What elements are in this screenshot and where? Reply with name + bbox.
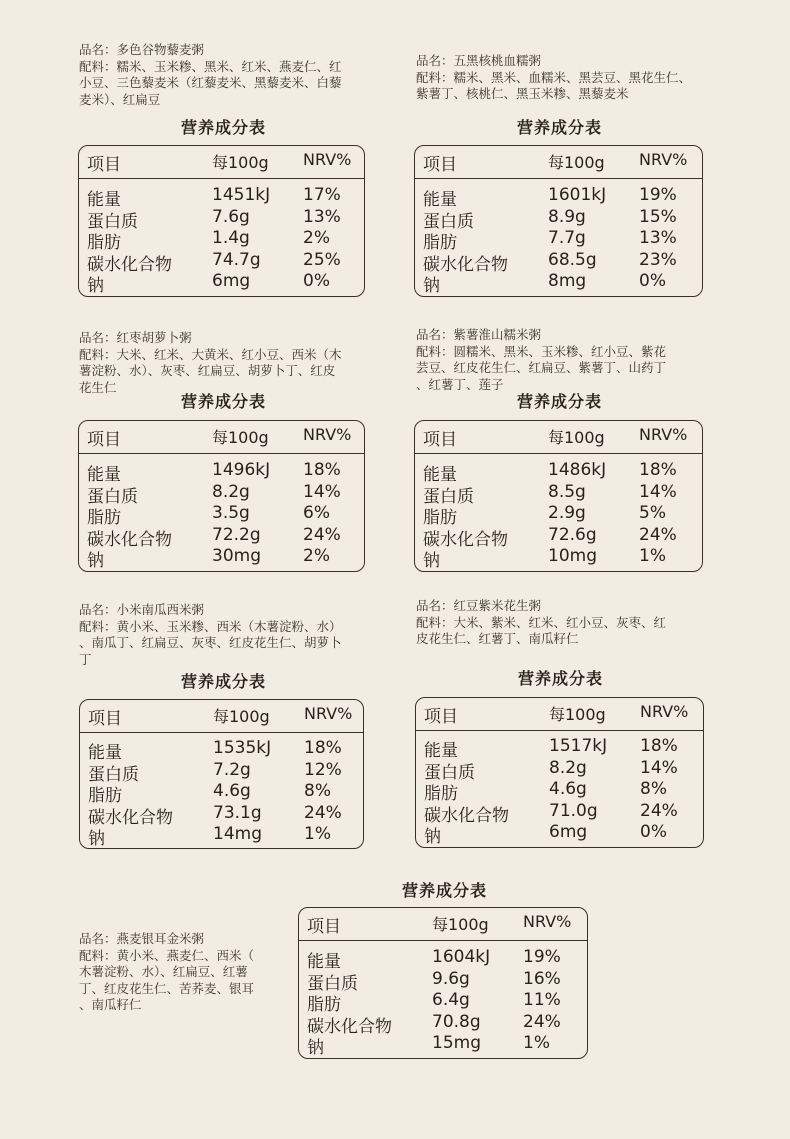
table-row xyxy=(416,779,703,804)
product-info-6 xyxy=(416,598,726,648)
nutrient-value: 1.4g xyxy=(212,228,250,248)
nutrient-nrv: 18% xyxy=(639,460,677,480)
ingredients-line: 小豆、三色藜麦米（红藜麦米、黑藜麦米、白藜 xyxy=(79,75,342,90)
table-row xyxy=(79,460,364,485)
table-row xyxy=(79,228,364,253)
nutrient-value: 7.2g xyxy=(213,759,251,780)
nutrient-value: 4.6g xyxy=(549,779,587,799)
col-nrv-header: NRV% xyxy=(304,704,353,723)
table-divider xyxy=(80,732,363,733)
col-nrv-header: NRV% xyxy=(639,425,688,444)
table-row xyxy=(79,524,364,550)
table-row xyxy=(79,185,364,210)
nutrient-name: 脂肪 xyxy=(423,508,457,528)
nutrient-name: 蛋白质 xyxy=(88,764,139,785)
table-row xyxy=(79,249,364,275)
table-row xyxy=(80,738,363,763)
product-info-1 xyxy=(79,42,399,108)
table-row xyxy=(415,228,702,253)
nutrient-value: 6mg xyxy=(549,822,588,842)
table-row xyxy=(80,802,363,828)
nutrient-value: 1496kJ xyxy=(212,460,271,480)
nutrient-name: 碳水化合物 xyxy=(307,1016,392,1037)
nutrient-nrv: 24% xyxy=(303,524,341,545)
ingredients-line: 花生仁 xyxy=(79,379,117,395)
col-value-header: 每100g xyxy=(212,428,269,447)
nutrient-name: 蛋白质 xyxy=(423,211,474,232)
ingredients-line: 配料：黄小米、玉米糁、西米（木薯淀粉、水） xyxy=(79,618,342,634)
table-row xyxy=(299,1011,587,1037)
col-item-header: 项目 xyxy=(307,917,341,937)
table-row xyxy=(80,824,363,849)
nutrient-nrv: 6% xyxy=(303,503,330,523)
col-nrv-header: NRV% xyxy=(640,702,689,721)
table-row xyxy=(415,524,702,550)
table-row xyxy=(415,206,702,232)
nutrient-value: 2.9g xyxy=(548,503,586,523)
nutrient-name: 蛋白质 xyxy=(424,762,475,783)
nutrient-name: 钠 xyxy=(87,276,104,296)
nutrient-nrv: 0% xyxy=(639,271,666,291)
nutrient-name: 蛋白质 xyxy=(87,486,138,507)
nutrient-name: 钠 xyxy=(423,551,440,571)
ingredients-line: 紫薯丁、核桃仁、黑玉米糁、黑藜麦米 xyxy=(416,86,629,101)
table-header xyxy=(416,702,703,727)
col-nrv-header: NRV% xyxy=(303,425,352,444)
table-row xyxy=(80,759,363,785)
product-name-line xyxy=(79,931,289,948)
nutrient-value: 8.9g xyxy=(548,206,586,227)
table-row xyxy=(415,249,702,275)
ingredients-line: 配料：圆糯米、黑米、玉米糁、红小豆、紫花 xyxy=(416,343,667,359)
nutrient-nrv: 1% xyxy=(304,824,331,844)
nutrient-value: 72.6g xyxy=(548,524,597,545)
nutrient-nrv: 0% xyxy=(640,822,667,842)
product-name: 红豆紫米花生粥 xyxy=(453,598,542,613)
table-title: 营养成分表 xyxy=(181,118,267,137)
product-name-line xyxy=(79,602,399,619)
col-value-header: 每100g xyxy=(432,915,489,934)
col-item-header: 项目 xyxy=(87,155,121,175)
col-item-header: 项目 xyxy=(423,155,457,175)
ingredients-line: 麦米）、红扁豆 xyxy=(79,91,161,107)
table-row xyxy=(416,757,703,783)
nutrient-nrv: 13% xyxy=(303,206,341,227)
ingredients-line: 配料：糯米、玉米糁、黑米、红米、燕麦仁、红 xyxy=(79,58,342,74)
table-row xyxy=(416,736,703,761)
nutrient-nrv: 5% xyxy=(639,503,666,523)
table-row xyxy=(415,546,702,571)
nutrient-value: 70.8g xyxy=(432,1011,481,1032)
table-row xyxy=(415,503,702,528)
nutrition-table xyxy=(415,697,704,848)
nutrient-name: 蛋白质 xyxy=(423,486,474,507)
col-value-header: 每100g xyxy=(548,153,605,172)
nutrient-name: 碳水化合物 xyxy=(423,529,508,550)
nutrient-nrv: 8% xyxy=(304,781,331,801)
product-name: 五黑核桃血糯粥 xyxy=(453,53,542,68)
table-row xyxy=(415,185,702,210)
nutrient-name: 钠 xyxy=(88,829,105,849)
table-divider xyxy=(299,940,587,941)
nutrient-value: 68.5g xyxy=(548,249,597,270)
nutrient-nrv: 18% xyxy=(640,736,678,756)
nutrient-name: 碳水化合物 xyxy=(424,805,509,826)
nutrient-nrv: 15% xyxy=(639,206,677,227)
nutrient-nrv: 14% xyxy=(303,481,341,502)
ingredients-line: 薯淀粉、水）、灰枣、红扁豆、胡萝卜丁、红皮 xyxy=(79,363,336,378)
nutrient-nrv: 2% xyxy=(303,546,330,566)
product-name: 红枣胡萝卜粥 xyxy=(116,330,192,345)
table-title: 营养成分表 xyxy=(402,881,488,900)
nutrient-name: 能量 xyxy=(87,190,121,210)
nutrient-value: 14mg xyxy=(213,824,262,844)
nutrient-value: 1517kJ xyxy=(549,736,608,756)
nutrient-nrv: 11% xyxy=(523,990,561,1010)
table-divider xyxy=(79,453,364,454)
table-row xyxy=(299,1033,587,1058)
nutrient-name: 脂肪 xyxy=(423,233,457,253)
nutrient-nrv: 8% xyxy=(640,779,667,799)
nutrition-table xyxy=(414,420,703,572)
nutrient-name: 脂肪 xyxy=(424,784,458,804)
nutrient-name: 碳水化合物 xyxy=(87,254,172,275)
table-divider xyxy=(79,178,364,179)
nutrient-value: 1451kJ xyxy=(212,185,271,205)
text-label: 品名： xyxy=(79,42,117,57)
nutrient-name: 钠 xyxy=(307,1038,324,1058)
nutrient-value: 7.7g xyxy=(548,228,586,248)
nutrient-value: 6.4g xyxy=(432,990,470,1010)
nutrient-nrv: 24% xyxy=(304,802,342,823)
nutrient-nrv: 18% xyxy=(304,738,342,758)
text-label: 品名： xyxy=(416,598,454,613)
nutrient-nrv: 1% xyxy=(523,1033,550,1053)
text-label: 品名： xyxy=(79,931,117,946)
nutrient-nrv: 12% xyxy=(304,759,342,780)
col-value-header: 每100g xyxy=(549,705,606,724)
nutrient-nrv: 19% xyxy=(639,185,677,205)
table-divider xyxy=(416,730,703,731)
col-value-header: 每100g xyxy=(548,428,605,447)
nutrient-value: 8.5g xyxy=(548,481,586,502)
table-title: 营养成分表 xyxy=(518,669,604,688)
col-nrv-header: NRV% xyxy=(303,150,352,169)
table-title: 营养成分表 xyxy=(517,392,603,411)
table-header xyxy=(299,912,587,937)
table-row xyxy=(79,503,364,528)
table-divider xyxy=(415,178,702,179)
product-name: 多色谷物藜麦粥 xyxy=(116,42,205,57)
nutrient-value: 72.2g xyxy=(212,524,261,545)
col-item-header: 项目 xyxy=(424,707,458,727)
nutrient-name: 碳水化合物 xyxy=(87,529,172,550)
nutrient-nrv: 13% xyxy=(639,228,677,248)
product-name-line xyxy=(79,330,399,347)
nutrient-nrv: 24% xyxy=(639,524,677,545)
col-value-header: 每100g xyxy=(213,707,270,726)
product-info-4 xyxy=(416,327,726,393)
nutrient-name: 能量 xyxy=(87,465,121,485)
product-name-line xyxy=(416,327,726,344)
nutrient-value: 4.6g xyxy=(213,781,251,801)
nutrient-name: 能量 xyxy=(423,190,457,210)
table-row xyxy=(416,800,703,826)
nutrient-value: 74.7g xyxy=(212,249,261,270)
nutrient-nrv: 1% xyxy=(639,546,666,566)
ingredients-line: 丁 xyxy=(79,651,92,667)
table-header xyxy=(415,425,702,450)
nutrient-nrv: 24% xyxy=(523,1011,561,1032)
nutrient-nrv: 14% xyxy=(639,481,677,502)
nutrient-value: 1486kJ xyxy=(548,460,607,480)
product-info-3 xyxy=(79,330,399,396)
product-name: 小米南瓜西米粥 xyxy=(116,602,205,617)
nutrient-value: 8mg xyxy=(548,271,587,291)
table-header xyxy=(415,150,702,175)
product-name-line xyxy=(79,42,399,59)
nutrient-nrv: 25% xyxy=(303,249,341,270)
table-row xyxy=(416,822,703,847)
nutrient-name: 碳水化合物 xyxy=(423,254,508,275)
nutrient-nrv: 23% xyxy=(639,249,677,270)
nutrient-value: 6mg xyxy=(212,271,251,291)
nutrient-nrv: 17% xyxy=(303,185,341,205)
nutrient-value: 30mg xyxy=(212,546,261,566)
product-info-2 xyxy=(416,53,726,103)
table-row xyxy=(79,546,364,571)
nutrient-value: 9.6g xyxy=(432,968,470,989)
nutrition-table xyxy=(79,699,364,849)
ingredients-line: 配料：黄小米、燕麦仁、西米（ xyxy=(79,947,255,963)
nutrient-value: 8.2g xyxy=(549,757,587,778)
ingredients-line: 、红薯丁、莲子 xyxy=(416,376,504,392)
col-item-header: 项目 xyxy=(88,709,122,729)
table-row xyxy=(299,947,587,972)
text-label: 品名： xyxy=(416,53,454,68)
nutrition-table xyxy=(414,145,703,297)
nutrient-value: 15mg xyxy=(432,1033,481,1053)
nutrient-name: 碳水化合物 xyxy=(88,807,173,828)
ingredients-line: 配料：大米、紫米、红米、红小豆、灰枣、红 xyxy=(416,614,667,630)
table-title: 营养成分表 xyxy=(181,672,267,691)
product-info-5 xyxy=(79,602,399,668)
table-row xyxy=(415,460,702,485)
col-nrv-header: NRV% xyxy=(639,150,688,169)
product-name: 燕麦银耳金米粥 xyxy=(116,931,205,946)
table-header xyxy=(80,704,363,729)
text-label: 品名： xyxy=(79,330,117,345)
table-title: 营养成分表 xyxy=(181,392,267,411)
text-label: 品名： xyxy=(416,327,454,342)
nutrient-name: 能量 xyxy=(307,952,341,972)
product-name-line xyxy=(416,53,726,70)
nutrient-value: 1601kJ xyxy=(548,185,607,205)
product-name: 紫薯淮山糯米粥 xyxy=(453,327,542,342)
nutrient-name: 能量 xyxy=(423,465,457,485)
table-header xyxy=(79,425,364,450)
ingredients-line: 、南瓜籽仁 xyxy=(79,997,142,1012)
nutrient-value: 1535kJ xyxy=(213,738,272,758)
nutrient-nrv: 24% xyxy=(640,800,678,821)
nutrition-table xyxy=(298,907,588,1059)
table-row xyxy=(79,271,364,296)
col-value-header: 每100g xyxy=(212,153,269,172)
col-nrv-header: NRV% xyxy=(523,912,572,931)
nutrient-name: 脂肪 xyxy=(307,995,341,1015)
nutrient-value: 8.2g xyxy=(212,481,250,502)
nutrient-value: 10mg xyxy=(548,546,597,566)
table-row xyxy=(80,781,363,806)
nutrient-name: 钠 xyxy=(87,551,104,571)
nutrient-name: 钠 xyxy=(423,276,440,296)
nutrient-nrv: 14% xyxy=(640,757,678,778)
nutrient-nrv: 19% xyxy=(523,947,561,967)
ingredients-line: 配料：糯米、黑米、血糯米、黑芸豆、黑花生仁、 xyxy=(416,69,692,85)
col-item-header: 项目 xyxy=(87,430,121,450)
table-row xyxy=(299,968,587,994)
nutrient-name: 蛋白质 xyxy=(87,211,138,232)
ingredients-line: 皮花生仁、红薯丁、南瓜籽仁 xyxy=(416,631,579,646)
nutrient-value: 7.6g xyxy=(212,206,250,227)
table-row xyxy=(415,481,702,507)
table-title: 营养成分表 xyxy=(517,118,603,137)
ingredients-line: 、南瓜丁、红扁豆、灰枣、红皮花生仁、胡萝卜 xyxy=(79,635,342,650)
nutrient-name: 蛋白质 xyxy=(307,973,358,994)
nutrient-name: 脂肪 xyxy=(87,508,121,528)
ingredients-line: 芸豆、红皮花生仁、红扁豆、紫薯丁、山药丁 xyxy=(416,360,667,375)
nutrient-value: 73.1g xyxy=(213,802,262,823)
nutrient-name: 脂肪 xyxy=(87,233,121,253)
nutrition-table xyxy=(78,145,365,297)
table-divider xyxy=(415,453,702,454)
nutrient-nrv: 16% xyxy=(523,968,561,989)
nutrition-table xyxy=(78,420,365,572)
nutrient-nrv: 0% xyxy=(303,271,330,291)
col-item-header: 项目 xyxy=(423,430,457,450)
table-row xyxy=(299,990,587,1015)
nutrient-nrv: 18% xyxy=(303,460,341,480)
nutrient-name: 钠 xyxy=(424,827,441,847)
nutrient-nrv: 2% xyxy=(303,228,330,248)
nutrient-name: 能量 xyxy=(88,743,122,763)
product-info-7 xyxy=(79,931,289,1014)
nutrient-value: 1604kJ xyxy=(432,947,491,967)
ingredients-line: 木薯淀粉、水）、红扁豆、红薯 xyxy=(79,964,248,979)
product-name-line xyxy=(416,598,726,615)
table-row xyxy=(79,481,364,507)
ingredients-line: 丁、红皮花生仁、苦荞麦、银耳 xyxy=(79,980,255,996)
table-header xyxy=(79,150,364,175)
table-row xyxy=(415,271,702,296)
nutrient-name: 脂肪 xyxy=(88,786,122,806)
text-label: 品名： xyxy=(79,602,117,617)
table-row xyxy=(79,206,364,232)
nutrient-value: 71.0g xyxy=(549,800,598,821)
ingredients-line: 配料：大米、红米、大黄米、红小豆、西米（木 xyxy=(79,346,342,362)
nutrient-name: 能量 xyxy=(424,741,458,761)
nutrient-value: 3.5g xyxy=(212,503,250,523)
